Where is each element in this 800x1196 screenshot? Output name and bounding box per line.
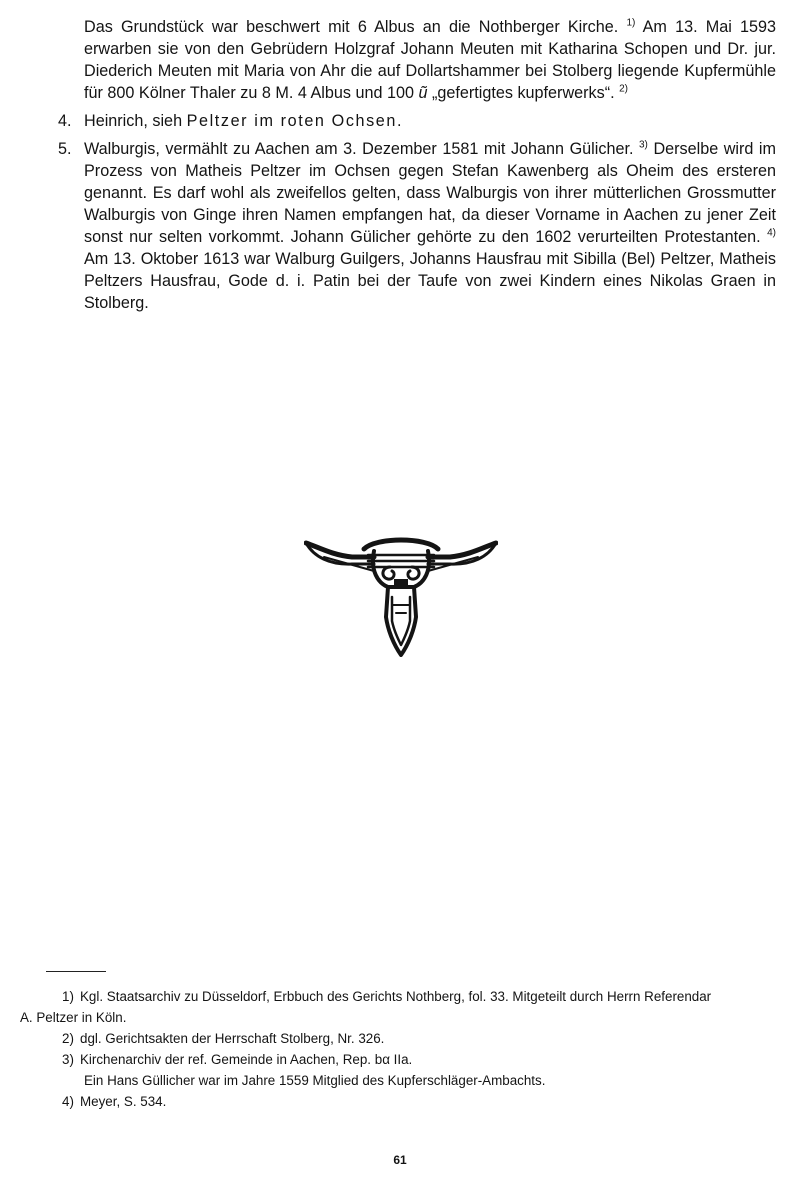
footnote-text: Kgl. Staatsarchiv zu Düsseldorf, Erbbuch des Gerichts Nothberg, fol. 33. Mitgeteilt durch Herrn Referendar — [80, 989, 712, 1004]
footnote — [20, 986, 780, 1007]
item-number: 4. — [58, 112, 72, 130]
footnote-text: Meyer, S. 534. — [80, 1094, 167, 1109]
footnote-reference: 3) — [639, 139, 648, 151]
footnote — [20, 1049, 780, 1070]
page-number: 61 — [393, 1153, 407, 1167]
footnote-continuation: A. Peltzer in Köln. — [20, 1010, 127, 1025]
footnote-reference: 1) — [626, 17, 636, 29]
footnote — [20, 1091, 780, 1112]
item-number: 5. — [58, 140, 72, 158]
item-text: Derselbe wird im Prozess von Matheis Peltzer im Ochsen gegen Stefan Kawenberg als Oheim des ersteren genannt. Es darf wohl als zweifellos gelten, dass Walburgis von ihrer mütterlichen Grossmutter Walburgis von Ginge ihren Namen empfangen hat, da dieser Vorname in Aachen zu jener Zeit sonst nur selten vorkommt. Johann Gülicher gehörte zu den 1602 verurteilten Protestanten. — [84, 140, 777, 246]
list-item — [58, 138, 776, 314]
footnote-reference: 2) — [619, 83, 629, 95]
footnote-reference: 4) — [767, 227, 776, 239]
footnote — [20, 1028, 780, 1049]
footnote-note: Ein Hans Güllicher war im Jahre 1559 Mitglied des Kupferschläger-Ambachts. — [84, 1073, 546, 1088]
footnote-divider — [46, 971, 106, 972]
footnote-number: 3) — [62, 1052, 74, 1067]
paragraph-text: Am 13. Mai 1593 erwarben sie von den Gebrüdern Holzgraf Johann Meuten mit Katharina Schopen und Dr. jur. Diederich Meuten mit Maria von Ahr die auf Dollartshammer bei Stolberg liegende Kupfermühle für 800 Kölner Thaler zu 8 M. 4 Albus und 100 — [84, 18, 777, 102]
list-item — [58, 110, 776, 132]
unit-symbol: ũ — [418, 84, 428, 102]
footnote-text: Kirchenarchiv der ref. Gemeinde in Aachen, Rep. bα IIa. — [80, 1052, 413, 1067]
footnote-number: 1) — [62, 989, 74, 1004]
paragraph-continued — [58, 16, 776, 104]
footnote-number: 2) — [62, 1031, 74, 1046]
footnotes — [20, 986, 780, 1112]
footnote-number: 4) — [62, 1094, 74, 1109]
item-text: Am 13. Oktober 1613 war Walburg Guilgers, Johanns Hausfrau mit Sibilla (Bel) Peltzer, Matheis Peltzers Hausfrau, Gode d. i. Patin bei der Taufe von zwei Kindern eines Nikolas Graen in Stolberg. — [84, 250, 776, 312]
item-text-spaced: Peltzer im roten Ochsen. — [186, 112, 404, 130]
paragraph-text: „gefertigtes kupferwerks“. — [431, 84, 615, 102]
paragraph-text: Das Grundstück war beschwert mit 6 Albus an die Nothberger Kirche. — [84, 18, 619, 36]
art-nouveau-vignette-ornament-icon — [304, 527, 498, 657]
item-text: Walburgis, vermählt zu Aachen am 3. Dezember 1581 mit Johann Gülicher. — [84, 140, 634, 158]
item-text: Heinrich, sieh — [84, 112, 183, 130]
main-text — [58, 16, 776, 314]
footnote-text: dgl. Gerichtsakten der Herrschaft Stolberg, Nr. 326. — [80, 1031, 385, 1046]
